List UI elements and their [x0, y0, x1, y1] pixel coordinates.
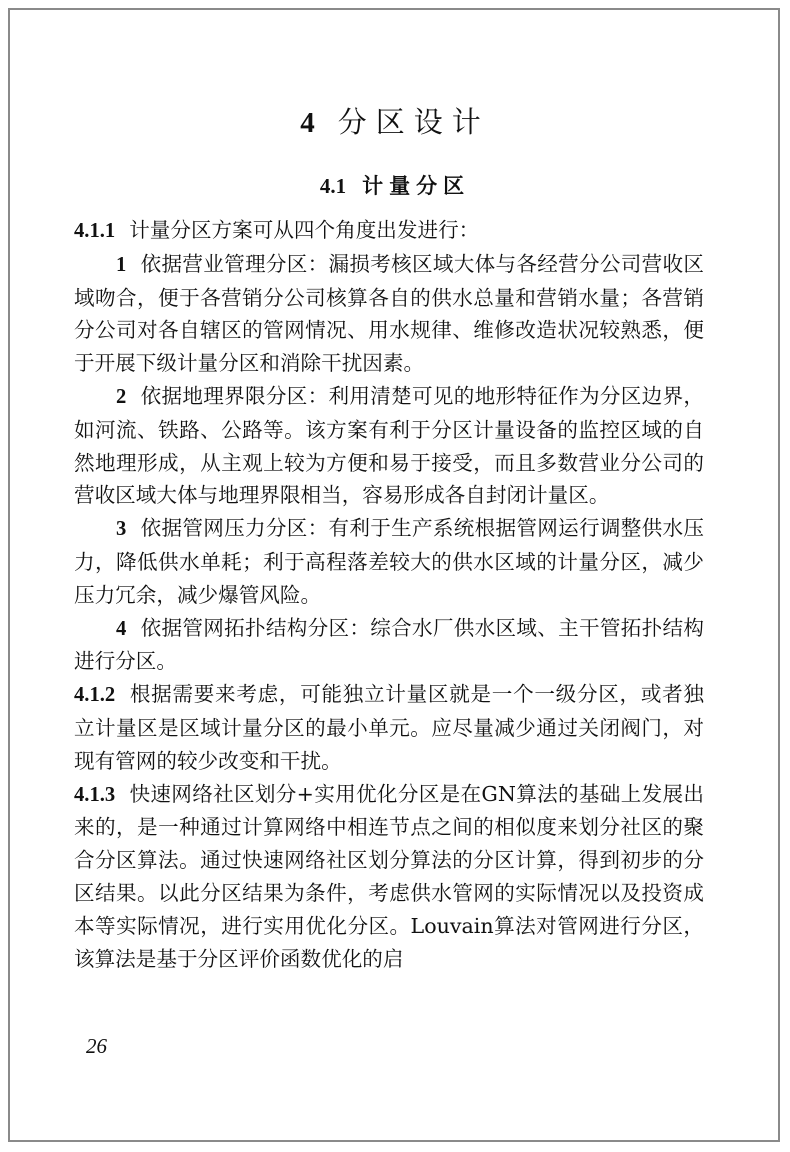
item-number: 1 — [116, 253, 127, 276]
clause-number: 4.1.1 — [74, 220, 116, 242]
page-number: 26 — [86, 1034, 107, 1058]
section-heading — [0, 170, 790, 200]
chapter-title-text: 分区设计 — [337, 105, 490, 139]
paragraph-text: 计量分区方案可从四个角度出发进行： — [129, 218, 480, 242]
item-number: 2 — [116, 385, 127, 408]
paragraph-text: 快速网络社区划分+实用优化分区是在GN算法的基础上发展出来的，是一种通过计算网络中相连节点之间的相似度来划分社区的聚合分区算法。通过快速网络社区划分算法的分区计算，得到初步的分区结果。以此分区结果为条件，考虑供水管网的实际情况以及投资成本等实际情况，进行实用优化分区。Louvain算法对管网进行分区，该算法是基于分区评价函数优化的启 — [74, 781, 704, 971]
section-title-text: 计量分区 — [362, 174, 471, 198]
clause-number: 4.1.3 — [74, 783, 116, 806]
clause-number: 4.1.2 — [74, 684, 116, 707]
paragraph-text: 依据地理界限分区：利用清楚可见的地形特征作为分区边界，如河流、铁路、公路等。该方案有利于分区计量设备的监控区域的自然地理形成，从主观上较为方便和易于接受，而且多数营业分公司的营收区域大体与地理界限相当，容易形成各自封闭计量区。 — [74, 383, 704, 508]
item-paragraph — [74, 612, 704, 679]
item-number: 4 — [116, 617, 127, 640]
paragraph-text: 依据管网拓扑结构分区：综合水厂供水区域、主干管拓扑结构进行分区。 — [74, 615, 704, 674]
clause-paragraph — [74, 678, 704, 777]
section-number: 4.1 — [319, 174, 347, 198]
item-number: 3 — [116, 518, 127, 541]
paragraph-text: 根据需要来考虑，可能独立计量区就是一个一级分区，或者独立计量区是区域计量分区的最小单元。应尽量减少通过关闭阀门，对现有管网的较少改变和干扰。 — [74, 682, 704, 773]
clause-paragraph — [74, 778, 704, 976]
item-paragraph — [74, 380, 704, 512]
paragraph-text: 依据营业管理分区：漏损考核区域大体与各经营分公司营收区域吻合，便于各营销分公司核算各自的供水总量和营销水量；各营销分公司对各自辖区的管网情况、用水规律、维修改造状况较熟悉，便于开展下级计量分区和消除干扰因素。 — [74, 251, 704, 376]
clause-paragraph — [74, 214, 704, 248]
item-paragraph — [74, 248, 704, 380]
item-paragraph — [74, 512, 704, 611]
body-text — [74, 214, 704, 975]
chapter-heading — [0, 100, 790, 141]
paragraph-text: 依据管网压力分区：有利于生产系统根据管网运行调整供水压力，降低供水单耗；利于高程落差较大的供水区域的计量分区，减少压力冗余，减少爆管风险。 — [74, 516, 704, 607]
chapter-number: 4 — [300, 107, 324, 139]
